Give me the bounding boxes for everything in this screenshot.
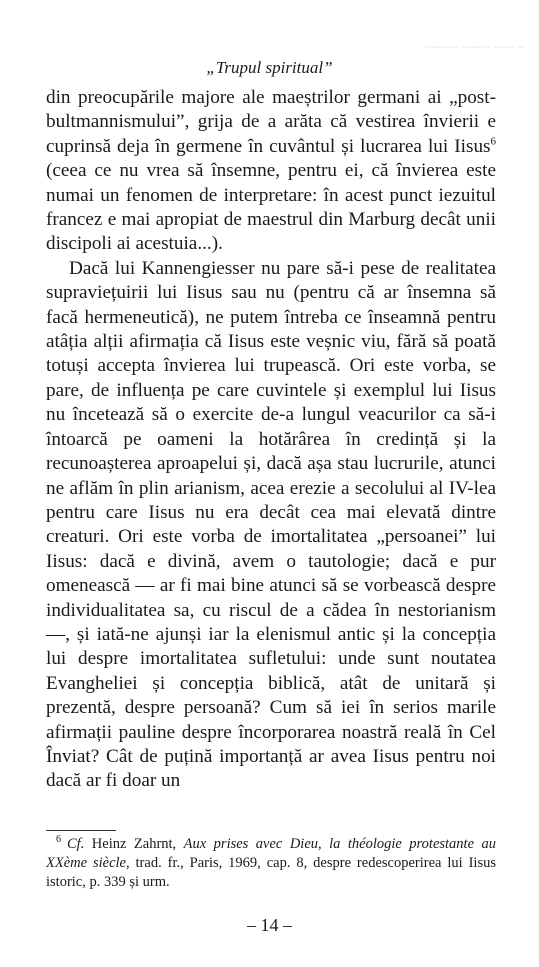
footnote-rest: , trad. fr., Paris, 1969, cap. 8, despre redescoperirea lui Iisus istoric, p. 339 și urm.: [46, 855, 496, 890]
main-text: [46, 86, 496, 794]
footnote-cf: Cf.: [67, 836, 85, 852]
paragraph-1-text-b: (ceea ce nu vrea să însemne, pentru ei, că învierea este numai un fenomen de interpretare: în acest punct iezuitul francez e mai apropiat de maestrul din Marburg decât unii discipoli ai acestuia...).: [46, 160, 496, 255]
footnote: [46, 835, 496, 892]
paragraph-1: [46, 86, 496, 257]
bleed-through-text: ~ ~~~ ~~~~ ~~~~~: [423, 40, 525, 54]
footnote-rule: [46, 830, 116, 831]
footnote-title: Aux prises avec Dieu, la théologie protestante au XXème siècle: [46, 836, 496, 871]
page-number: – 14 –: [247, 915, 292, 935]
footnote-author: Heinz Zahrnt,: [84, 836, 184, 852]
footnote-number: 6: [56, 834, 61, 846]
paragraph-2: Dacă lui Kannengiesser nu pare să-i pese de realitatea supraviețuirii lui Iisus sau nu (pentru că ar însemna să facă hermeneutică), ne putem întreba ce înseamnă pentru atâția alții afirmația că Iisus este veșnic viu, fără să poată totuși accepta învierea lui trupească. Ori este vorba, se pare, de influența pe care cuvintele și exemplul lui Iisus nu încetează să o exercite de-a lungul veacurilor ca să-i întoarcă pe oameni la hotărârea în credință și la recunoașterea aproapelui și, dacă așa stau lucrurile, atunci ne aflăm în plin arianism, acea erezie a secolului al IV-lea pentru care Iisus nu era decât cea mai elevată dintre creaturi. Ori este vorba de imortalitatea „persoanei” lui Iisus: dacă e divină, avem o tautologie; dacă e pur omenească — ar fi mai bine atunci să se vorbească despre individualitatea sa, cu riscul de a cădea în nestorianism —, și iată-ne ajunși iar la elenismul antic și la concepția lui despre imortalitatea sufletului: unde sunt noutatea Evangheliei și concepția biblică, atât de unitară și prezentă, despre persoană? Cum să iei în serios marile afirmații pauline despre încorporarea noastră reală în Cel Înviat? Cât de puțină importanță ar avea Iisus pentru noi dacă ar fi doar un: [46, 257, 496, 792]
paragraph-1-text-a: din preocupările majore ale maeștrilor germani ai „post-bultmannismului”, grija de a arăta că vestirea învierii e cuprinsă deja în germene în cuvântul și lucrarea lui Iisus: [46, 87, 496, 157]
running-head: „Trupul spiritual”: [206, 58, 333, 77]
note-reference: 6: [490, 135, 496, 148]
